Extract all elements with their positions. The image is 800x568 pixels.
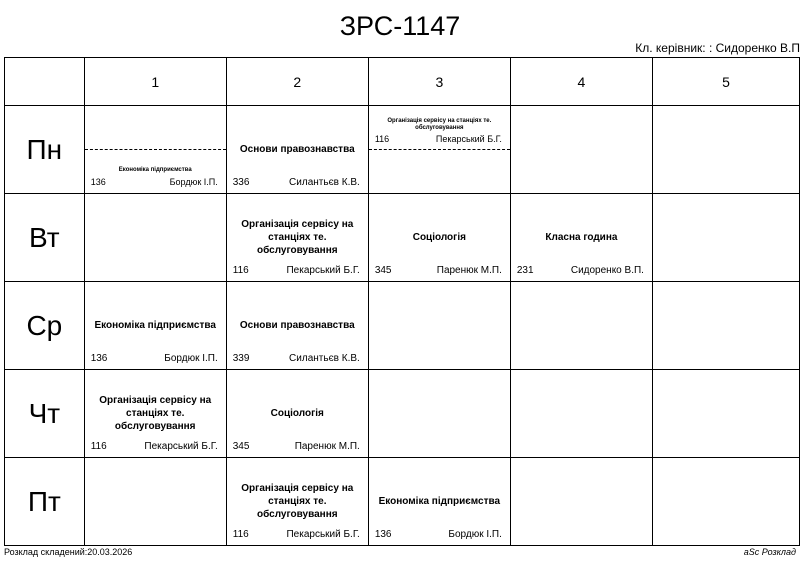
lesson-cell — [368, 194, 510, 282]
room-number: 116 — [232, 265, 249, 276]
subject-name: Економіка підприємства — [94, 320, 216, 331]
software-credit: aSc Розклад — [743, 547, 796, 557]
lesson-block — [227, 194, 368, 281]
teacher-name: Силантьєв К.В. — [289, 353, 360, 364]
teacher-name: Пекарський Б.Г. — [286, 265, 360, 276]
class-teacher-label: Кл. керівник: : Сидоренко В.П — [635, 41, 800, 55]
lesson-block — [227, 458, 368, 545]
lesson-cell — [84, 282, 226, 370]
lesson-cell — [652, 282, 799, 370]
period-header-2: 2 — [226, 58, 368, 106]
lesson-cell — [226, 282, 368, 370]
room-number: 116 — [374, 134, 390, 144]
lesson-block — [227, 282, 368, 369]
subject-name: Класна година — [545, 232, 618, 243]
lesson-block — [369, 106, 510, 150]
room-number: 136 — [90, 353, 108, 364]
teacher-name: Бордюк І.П. — [448, 529, 502, 540]
teacher-name: Пекарський Б.Г. — [435, 134, 502, 144]
lesson-cell — [510, 282, 652, 370]
lesson-cell — [226, 458, 368, 546]
room-number: 345 — [232, 441, 250, 452]
teacher-name: Паренюк М.П. — [294, 441, 360, 452]
corner-cell — [5, 58, 85, 106]
subject-name: Організація сервісу на станціях те. обслуговування — [387, 118, 492, 131]
room-number: 116 — [90, 441, 107, 452]
lesson-cell — [226, 370, 368, 458]
lesson-block — [511, 194, 652, 281]
lesson-cell — [652, 370, 799, 458]
split-divider — [85, 149, 226, 150]
day-label: Вт — [5, 194, 85, 282]
timetable-grid — [4, 57, 800, 546]
room-number: 136 — [90, 177, 106, 187]
period-header-3: 3 — [368, 58, 510, 106]
day-label: Ср — [5, 282, 85, 370]
lesson-cell — [84, 458, 226, 546]
lesson-block — [369, 194, 510, 281]
subject-name: Організація сервісу на станціях те. обслуговування — [241, 483, 354, 520]
subject-name: Соціологія — [412, 232, 466, 243]
subject-name: Соціологія — [270, 408, 324, 419]
lesson-block — [85, 282, 226, 369]
lesson-cell — [652, 106, 799, 194]
split-divider — [369, 149, 510, 150]
lesson-cell — [368, 282, 510, 370]
lesson-block — [227, 370, 368, 457]
subject-name: Основи правознавства — [239, 320, 355, 331]
teacher-name: Сидоренко В.П. — [570, 265, 644, 276]
lesson-block — [369, 458, 510, 545]
lesson-cell — [510, 370, 652, 458]
teacher-name: Бордюк І.П. — [164, 353, 218, 364]
day-row — [5, 458, 800, 546]
lesson-block — [85, 370, 226, 457]
subject-name: Основи правознавства — [239, 144, 355, 155]
day-label: Пт — [5, 458, 85, 546]
subject-name: Економіка підприємства — [118, 167, 192, 173]
lesson-cell — [510, 194, 652, 282]
day-label: Чт — [5, 370, 85, 458]
lesson-block — [85, 149, 226, 193]
lesson-cell — [226, 106, 368, 194]
room-number: 136 — [374, 529, 392, 540]
lesson-cell — [84, 106, 226, 194]
day-label: Пн — [5, 106, 85, 194]
lesson-cell — [368, 370, 510, 458]
teacher-name: Пекарський Б.Г. — [286, 529, 360, 540]
room-number: 231 — [516, 265, 534, 276]
lesson-cell — [368, 458, 510, 546]
period-header-5: 5 — [652, 58, 799, 106]
created-date: Розклад складений:20.03.2026 — [4, 547, 133, 557]
room-number: 339 — [232, 353, 250, 364]
day-row — [5, 282, 800, 370]
subject-name: Економіка підприємства — [378, 496, 501, 507]
room-number: 116 — [232, 529, 249, 540]
teacher-name: Паренюк М.П. — [436, 265, 502, 276]
period-header-row — [5, 58, 800, 106]
day-row — [5, 106, 800, 194]
teacher-name: Силантьєв К.В. — [289, 177, 360, 188]
subject-name: Організація сервісу на станціях те. обслуговування — [99, 395, 212, 432]
lesson-cell — [510, 458, 652, 546]
lesson-cell — [652, 194, 799, 282]
timetable-title: ЗРС-1147 — [339, 11, 461, 41]
day-row — [5, 370, 800, 458]
room-number: 345 — [374, 265, 392, 276]
lesson-block — [227, 106, 368, 193]
subject-name: Організація сервісу на станціях те. обслуговування — [241, 219, 354, 256]
teacher-name: Пекарський Б.Г. — [144, 441, 218, 452]
lesson-cell — [84, 370, 226, 458]
lesson-cell — [510, 106, 652, 194]
lesson-cell — [652, 458, 799, 546]
day-row — [5, 194, 800, 282]
teacher-name: Бордюк І.П. — [169, 177, 218, 187]
period-header-4: 4 — [510, 58, 652, 106]
lesson-cell — [84, 194, 226, 282]
room-number: 336 — [232, 177, 250, 188]
lesson-cell — [226, 194, 368, 282]
lesson-cell — [368, 106, 510, 194]
period-header-1: 1 — [84, 58, 226, 106]
